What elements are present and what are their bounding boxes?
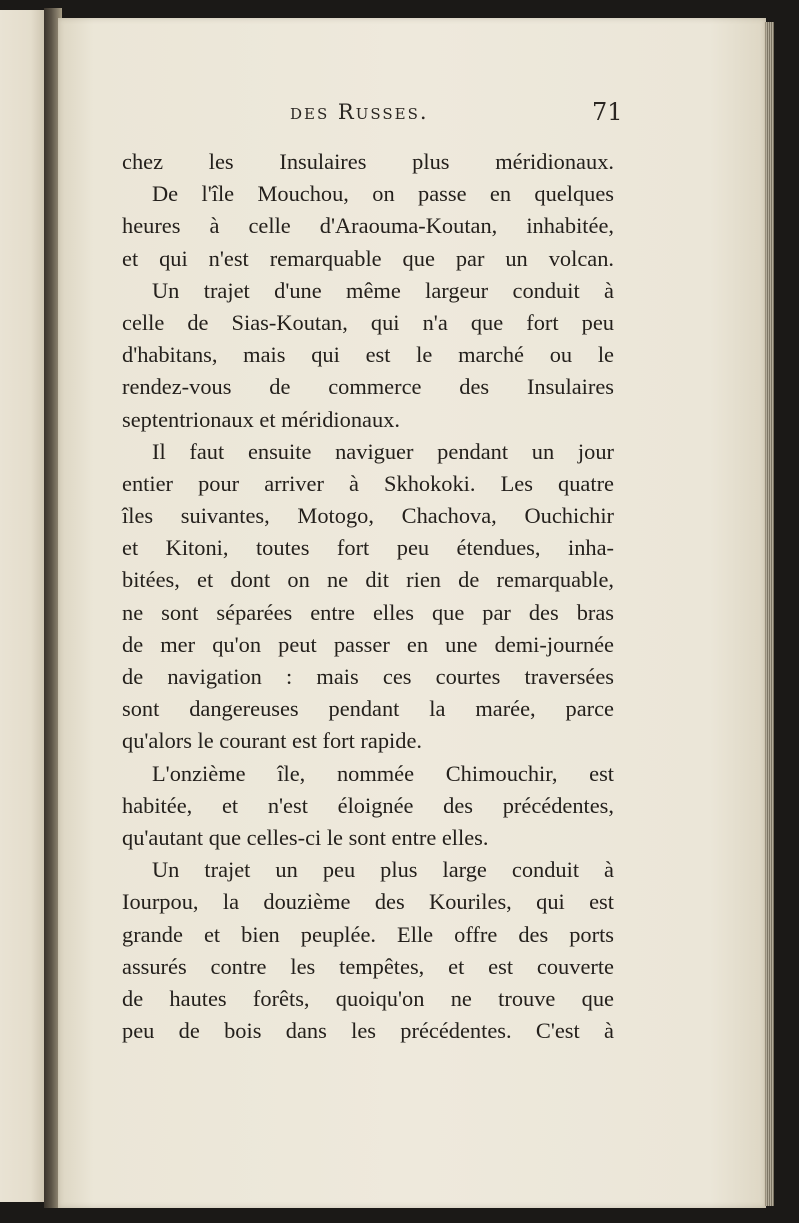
text-line: qu'autant que celles-ci le sont entre elles. xyxy=(122,824,489,850)
body-text xyxy=(122,146,614,1047)
text-line: grande et bien peuplée. Elle offre des ports xyxy=(122,921,614,947)
text-line: et qui n'est remarquable que par un volcan. xyxy=(122,245,614,271)
text-line: de hautes forêts, quoiqu'on ne trouve que xyxy=(122,985,614,1011)
text-line: et Kitoni, toutes fort peu étendues, inha- xyxy=(122,535,614,561)
text-line: de navigation : mais ces courtes traversées xyxy=(122,664,614,689)
text-line: bitées, et dont on ne dit rien de remarquable, xyxy=(122,567,614,593)
text-line: L'onzième île, nommée Chimouchir, est xyxy=(152,760,614,786)
running-head xyxy=(290,100,429,124)
text-line: sont dangereuses pendant la marée, parce xyxy=(122,696,614,722)
text-line: Un trajet un peu plus large conduit à xyxy=(152,857,614,883)
text-line: entier pour arriver à Skhokoki. Les quatre xyxy=(122,470,614,496)
text-line: septentrionaux et méridionaux. xyxy=(122,406,400,432)
text-line: îles suivantes, Motogo, Chachova, Ouchichir xyxy=(122,503,614,529)
text-line: qu'alors le courant est fort rapide. xyxy=(122,728,422,754)
text-line: ne sont séparées entre elles que par des bras xyxy=(122,599,614,625)
page-stack-edge xyxy=(764,22,774,1206)
text-line: Un trajet d'une même largeur conduit à xyxy=(152,277,614,303)
text-line: heures à celle d'Araouma-Koutan, inhabitée, xyxy=(122,213,614,239)
text-line: assurés contre les tempêtes, et est couverte xyxy=(122,953,614,979)
text-line: peu de bois dans les précédentes. C'est à xyxy=(122,1018,614,1044)
page-number: 71 xyxy=(592,98,623,126)
text-line: Iourpou, la douzième des Kouriles, qui est xyxy=(122,889,614,915)
text-line: habitée, et n'est éloignée des précédentes, xyxy=(122,792,614,818)
text-line: chez les Insulaires plus méridionaux. xyxy=(122,149,614,174)
text-line: rendez-vous de commerce des Insulaires xyxy=(122,374,614,400)
text-line: d'habitans, mais qui est le marché ou le xyxy=(122,342,614,368)
text-line: Il faut ensuite naviguer pendant un jour xyxy=(152,438,614,464)
facing-page-edge xyxy=(0,10,45,1202)
text-line: de mer qu'on peut passer en une demi-journée xyxy=(122,631,614,657)
text-line: De l'île Mouchou, on passe en quelques xyxy=(152,181,614,207)
text-line: celle de Sias-Koutan, qui n'a que fort peu xyxy=(122,309,614,335)
running-head-title: des Russes. xyxy=(290,100,429,124)
